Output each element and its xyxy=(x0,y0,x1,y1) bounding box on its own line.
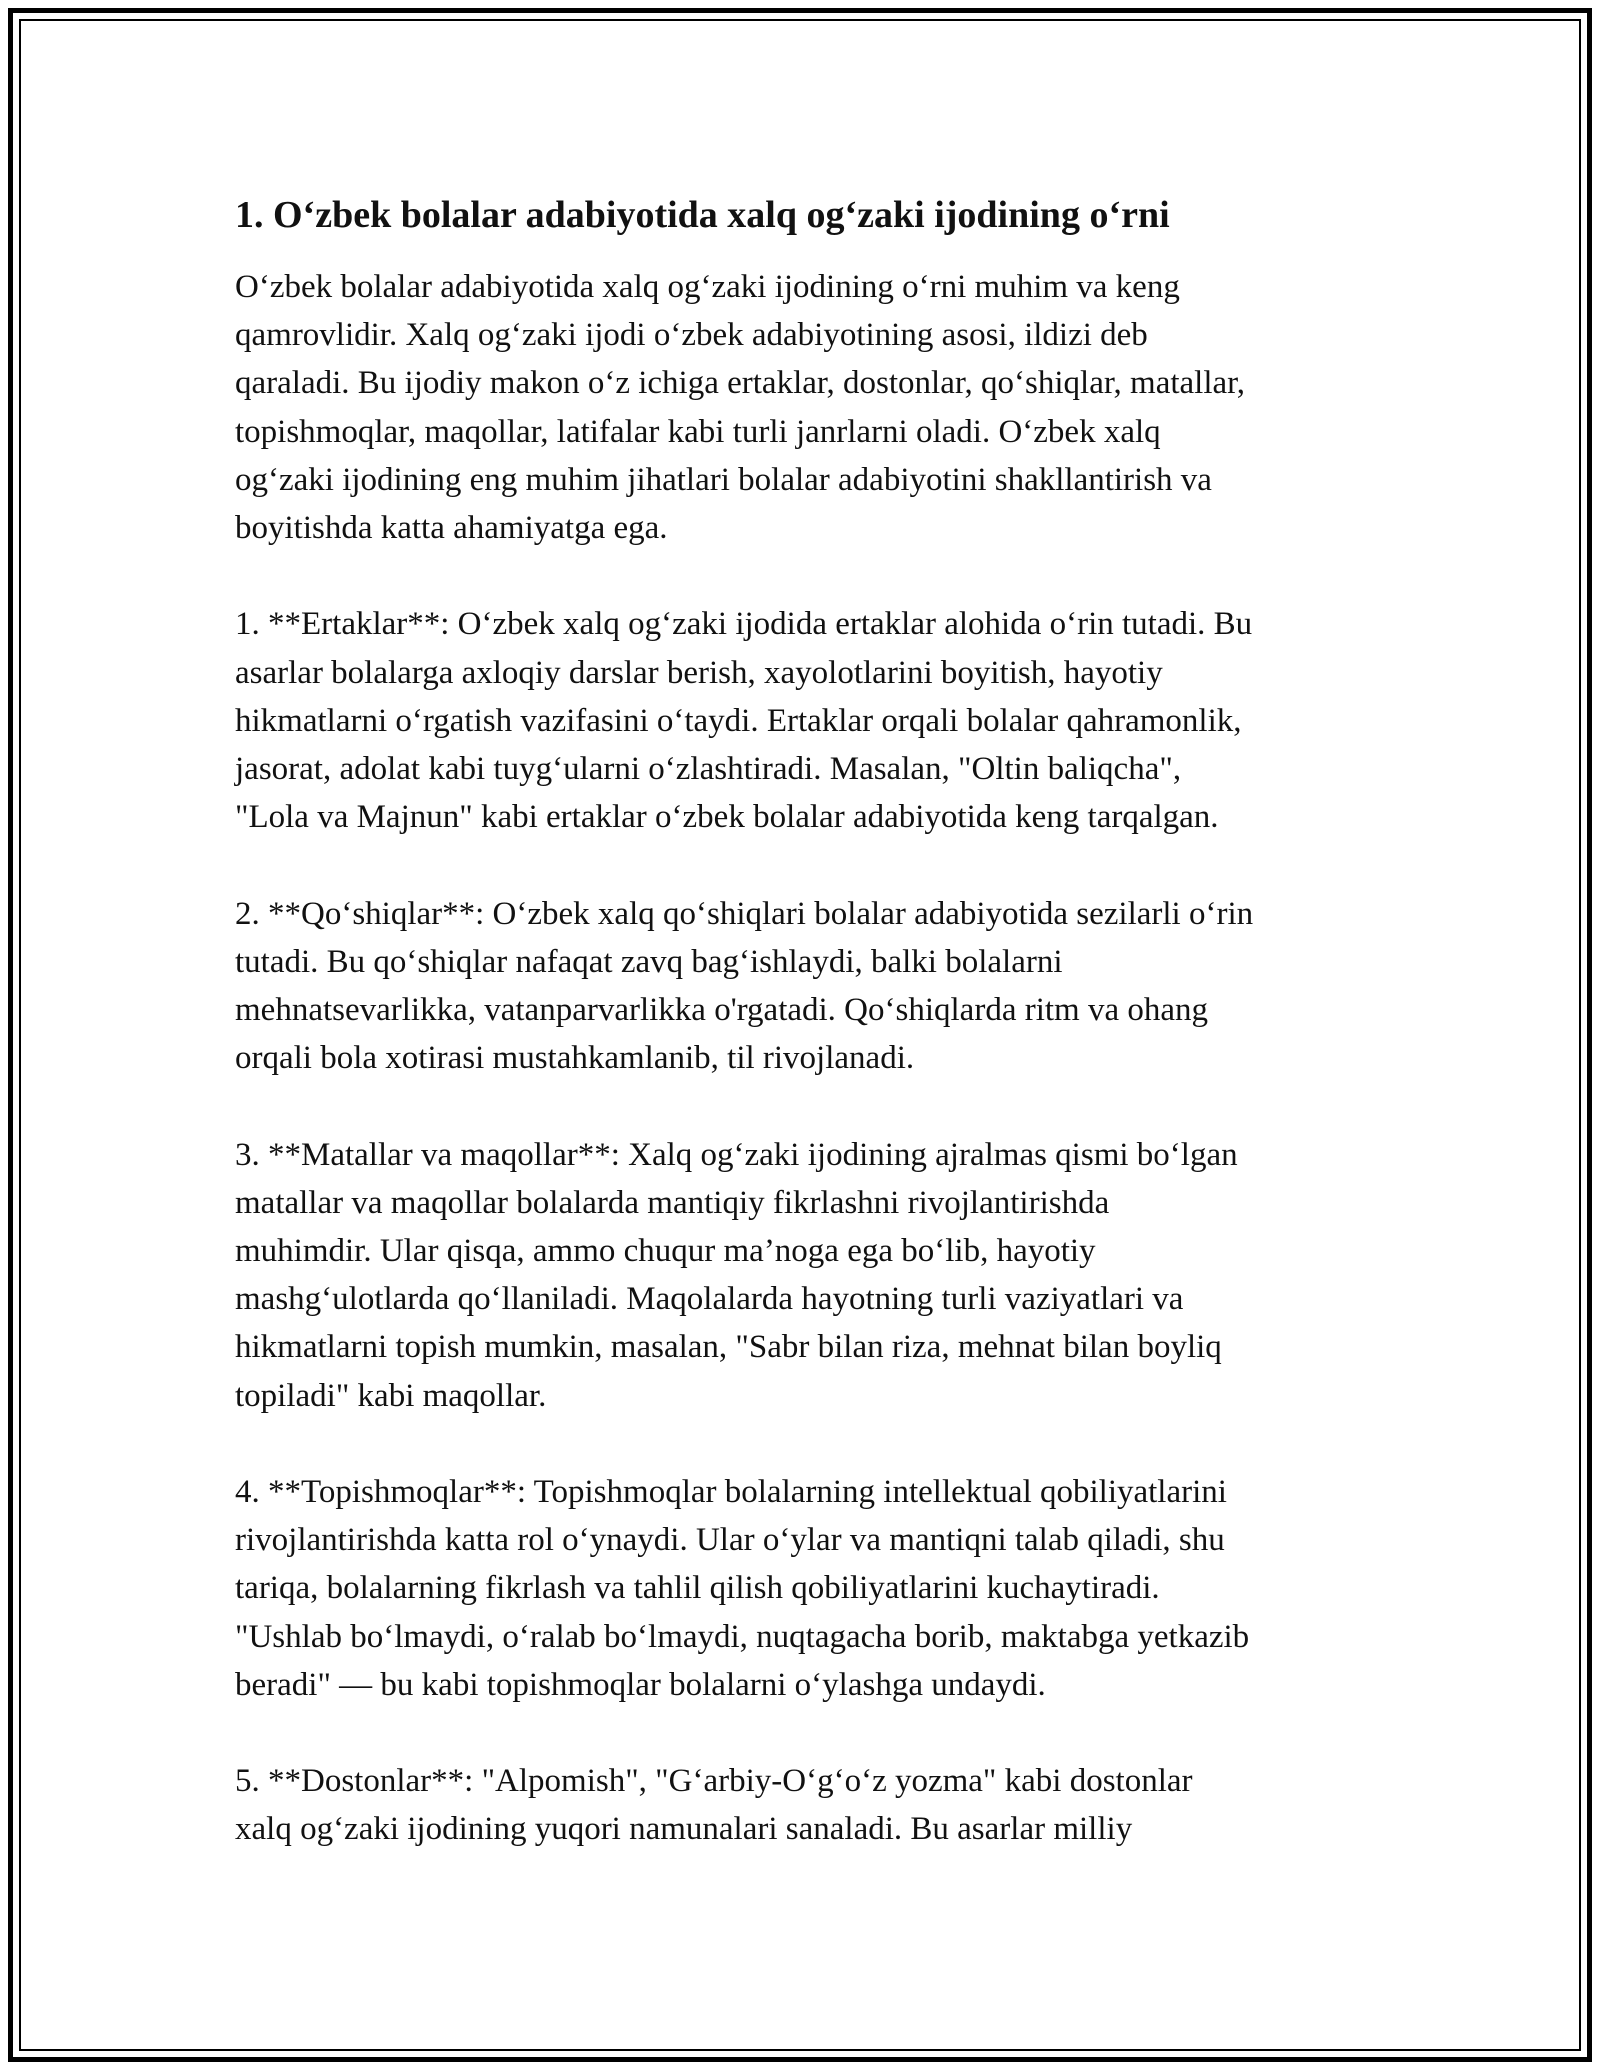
text-line: tutadi. Bu qo‘shiqlar nafaqat zavq bag‘ishlaydi, balki bolalarni xyxy=(235,943,1063,980)
text-line: matallar va maqollar bolalarda mantiqiy fikrlashni rivojlantirishda xyxy=(235,1184,1110,1221)
text-line: topishmoqlar, maqollar, latifalar kabi turli janrlarni oladi. O‘zbek xalq xyxy=(235,413,1161,450)
text-line: "Ushlab bo‘lmaydi, o‘ralab bo‘lmaydi, nuqtagacha borib, maktabga yetkazib xyxy=(235,1618,1250,1655)
text-line: boyitishda katta ahamiyatga ega. xyxy=(235,510,668,547)
text-line: 3. **Matallar va maqollar**: Xalq og‘zaki ijodining ajralmas qismi bo‘lgan xyxy=(235,1136,1238,1173)
text-line: hikmatlarni o‘rgatish vazifasini o‘taydi. Ertaklar orqali bolalar qahramonlik, xyxy=(235,702,1242,739)
document-body xyxy=(235,183,1375,1902)
text-line: hikmatlarni topish mumkin, masalan, "Sabr bilan riza, mehnat bilan boyliq xyxy=(235,1329,1222,1366)
text-line: rivojlantirishda katta rol o‘ynaydi. Ular o‘ylar va mantiqni talab qiladi, shu xyxy=(235,1522,1225,1559)
text-line: qaraladi. Bu ijodiy makon o‘z ichiga ertaklar, dostonlar, qo‘shiqlar, matallar, xyxy=(235,365,1246,402)
text-line: topiladi" kabi maqollar. xyxy=(235,1377,547,1414)
text-line: orqali bola xotirasi mustahkamlanib, til rivojlanadi. xyxy=(235,1040,915,1077)
text-line: mashg‘ulotlarda qo‘llaniladi. Maqolalarda hayotning turli vaziyatlari va xyxy=(235,1281,1184,1318)
text-line: 4. **Topishmoqlar**: Topishmoqlar bolalarning intellektual qobiliyatlarini xyxy=(235,1474,1227,1511)
text-line: beradi" — bu kabi topishmoqlar bolalarni o‘ylashga undaydi. xyxy=(235,1666,1046,1703)
intro-paragraph xyxy=(235,263,1375,552)
matallar-paragraph xyxy=(235,1131,1375,1420)
topishmoqlar-paragraph xyxy=(235,1468,1375,1709)
text-line: og‘zaki ijodining eng muhim jihatlari bolalar adabiyotini shakllantirish va xyxy=(235,461,1212,498)
text-line: O‘zbek bolalar adabiyotida xalq og‘zaki ijodining o‘rni muhim va keng xyxy=(235,269,1180,305)
text-line: 1. **Ertaklar**: O‘zbek xalq og‘zaki ijodida ertaklar alohida o‘rin tutadi. Bu xyxy=(235,606,1253,643)
text-line: tariqa, bolalarning fikrlash va tahlil qilish qobiliyatlarini kuchaytiradi. xyxy=(235,1570,1160,1607)
text-line: xalq og‘zaki ijodining yuqori namunalari sanaladi. Bu asarlar milliy xyxy=(235,1811,1133,1848)
text-line: 2. **Qo‘shiqlar**: O‘zbek xalq qo‘shiqlari bolalar adabiyotida sezilarli o‘rin xyxy=(235,895,1254,932)
text-line: muhimdir. Ular qisqa, ammo chuqur ma’noga ega bo‘lib, hayotiy xyxy=(235,1233,1096,1270)
text-line: asarlar bolalarga axloqiy darslar berish, xayolotlarini boyitish, hayotiy xyxy=(235,654,1163,691)
ertaklar-paragraph xyxy=(235,600,1375,841)
text-line: qamrovlidir. Xalq og‘zaki ijodi o‘zbek adabiyotining asosi, ildizi deb xyxy=(235,317,1148,354)
text-line: "Lola va Majnun" kabi ertaklar o‘zbek bolalar adabiyotida keng tarqalgan. xyxy=(235,799,1219,836)
dostonlar-paragraph xyxy=(235,1757,1375,1853)
text-line: 5. **Dostonlar**: "Alpomish", "G‘arbiy-O‘g‘o‘z yozma" kabi dostonlar xyxy=(235,1763,1193,1800)
qoshiqlar-paragraph xyxy=(235,890,1375,1083)
text-line: mehnatsevarlikka, vatanparvarlikka o'rgatadi. Qo‘shiqlarda ritm va ohang xyxy=(235,992,1209,1029)
text-line: jasorat, adolat kabi tuyg‘ularni o‘zlashtiradi. Masalan, "Oltin baliqcha", xyxy=(235,751,1182,788)
document-title: 1. O‘zbek bolalar adabiyotida xalq og‘zaki ijodining o‘rni xyxy=(235,194,1170,236)
